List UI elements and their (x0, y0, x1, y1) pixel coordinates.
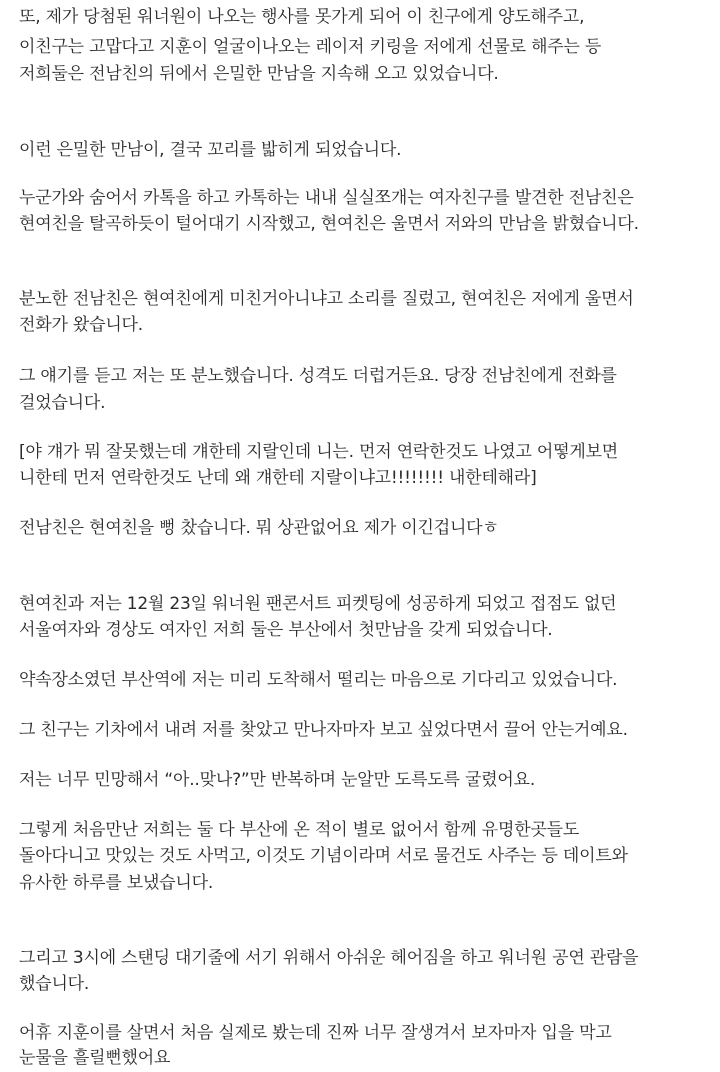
text-line: 돌아다니고 맛있는 것도 사먹고, 이것도 기념이라며 서로 물건도 사주는 등 데이트와 (19, 846, 628, 866)
text-line: 이친구는 고맙다고 지훈이 얼굴이나오는 레이저 키링을 저에게 선물로 해주는 등 (19, 37, 602, 57)
text-line: 전화가 왔습니다. (19, 315, 143, 335)
text-line: 저희둘은 전남친의 뒤에서 은밀한 만남을 지속해 오고 있었습니다. (19, 64, 499, 84)
text-line: 했습니다. (19, 974, 90, 994)
text-line: 분노한 전남친은 현여친에게 미친거아니냐고 소리를 질렀고, 현여친은 저에게 울면서 (19, 289, 634, 309)
text-line: 그리고 3시에 스탠딩 대기줄에 서기 위해서 아쉬운 헤어짐을 하고 워너원 공연 관람을 (19, 948, 639, 968)
text-line: 또, 제가 당첨된 워너원이 나오는 행사를 못가게 되어 이 친구에게 양도해주고, (19, 7, 585, 27)
text-line: 현여친과 저는 12월 23일 워너원 팬콘서트 피켓팅에 성공하게 되었고 접점도 없던 (19, 594, 617, 614)
text-line: 저는 너무 민망해서 “아..맞나?”만 반복하며 눈알만 도륵도륵 굴렸어요. (19, 770, 536, 790)
text-line: 서울여자와 경상도 여자인 저희 둘은 부산에서 첫만남을 갖게 되었습니다. (19, 620, 553, 640)
text-line: 걸었습니다. (19, 393, 106, 413)
text-line: 그 친구는 기차에서 내려 저를 찾았고 만나자마자 보고 싶었다면서 끌어 안는거예요. (19, 720, 628, 740)
text-line: 약속장소였던 부산역에 저는 미리 도착해서 떨리는 마음으로 기다리고 있었습니다. (19, 670, 618, 690)
text-line: 전남친은 현여친을 뻥 찼습니다. 뭐 상관없어요 제가 이긴겁니다ㅎ (19, 518, 499, 538)
text-line: 유사한 하루를 보냈습니다. (19, 873, 214, 893)
text-line: [야 걔가 뭐 잘못했는데 걔한테 지랄인데 니는. 먼저 연락한것도 나였고 어떻게보면 (19, 442, 618, 462)
text-line: 눈물을 흘릴뻔했어요 (19, 1048, 171, 1068)
text-line: 이런 은밀한 만남이, 결국 꼬리를 밟히게 되었습니다. (19, 140, 402, 160)
text-line: 니한테 먼저 연락한것도 난데 왜 걔한테 지랄이냐고!!!!!!!! 내한테해라] (19, 468, 537, 488)
text-line: 누군가와 숨어서 카톡을 하고 카톡하는 내내 실실쪼개는 여자친구를 발견한 전남친은 (19, 188, 634, 208)
text-line: 그 얘기를 듣고 저는 또 분노했습니다. 성격도 더럽거든요. 당장 전남친에게 전화를 (19, 366, 617, 386)
text-line: 그렇게 처음만난 저희는 둘 다 부산에 온 적이 별로 없어서 함께 유명한곳들도 (19, 820, 580, 840)
text-line: 현여친을 탈곡하듯이 털어대기 시작했고, 현여친은 울면서 저와의 만남을 밝혔습니다. (19, 214, 639, 234)
text-line: 어휴 지훈이를 살면서 처음 실제로 봤는데 진짜 너무 잘생겨서 보자마자 입을 막고 (19, 1023, 612, 1043)
